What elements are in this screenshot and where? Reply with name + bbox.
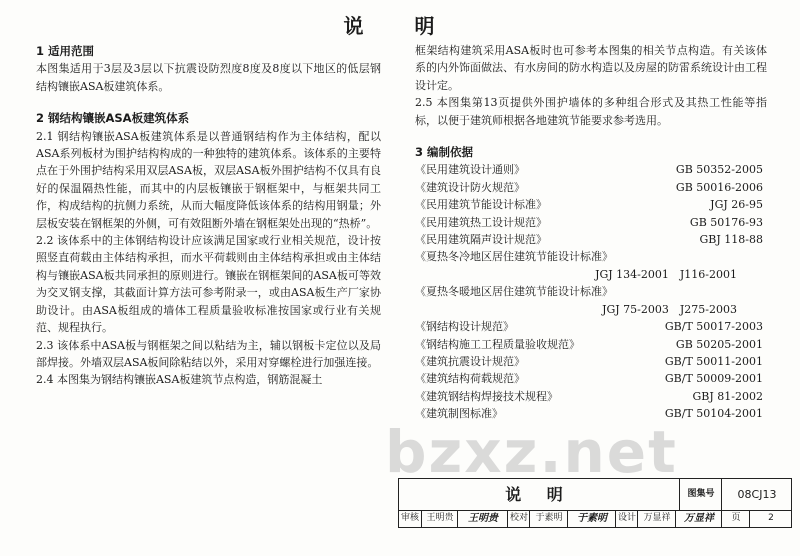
reference-code: JGJ 75-2003 J275-2003 [602, 302, 737, 316]
reference-item [415, 179, 767, 196]
reference-item [415, 248, 767, 283]
reference-code: GB/T 50017-2003 [664, 320, 763, 334]
watermark: bzxz.net [385, 418, 678, 486]
atlas-number: 08CJ13 [721, 479, 792, 510]
reference-name: 《建筑结构荷载规范》 [415, 372, 525, 386]
section-2-5: 2.5 本图集第13页提供外围护墙体的多种组合形式及其热工性能等指标，以便于建筑师根据各地建筑节能要求参考选用。 [415, 96, 767, 127]
checker-name: 于素明 [529, 510, 568, 527]
reference-item [415, 370, 767, 387]
section-2-2: 2.2 该体系中的主体钢结构设计应该满足国家或行业相关规范，设计按照竖直荷载由主体结构承担，而水平荷载则由主体结构承担或由主体结构与镶嵌ASA板共同承担的原则进行。镶嵌在钢框架间的ASA板可等效为交叉钢支撑，其截面计算方法可参考附录一，或由ASA板生产厂家协助设计。由ASA板组成的墙体工程质量验收标准按国家或行业有关规范、规程执行。 [36, 234, 381, 335]
reference-item [415, 336, 767, 353]
reference-code: GBJ 81-2002 [692, 389, 763, 403]
reference-name: 《夏热冬暖地区居住建筑节能设计标准》 [415, 285, 613, 299]
reference-code: GB/T 50009-2001 [664, 372, 763, 386]
title-block [398, 478, 792, 528]
reference-name: 《夏热冬冷地区居住建筑节能设计标准》 [415, 250, 613, 264]
reviewer-signature: 王明贵 [457, 510, 508, 527]
left-column [36, 42, 381, 389]
reference-list [415, 161, 767, 422]
reviewer-name: 王明贵 [421, 510, 458, 527]
reference-name: 《民用建筑节能设计标准》 [415, 198, 547, 212]
title-block-title: 说 明 [505, 485, 573, 504]
reference-name: 《建筑制图标准》 [415, 407, 503, 421]
reference-name: 《建筑抗震设计规范》 [415, 354, 525, 368]
right-column [415, 42, 767, 423]
reference-name: 《民用建筑热工设计规范》 [415, 215, 547, 229]
reference-code: GB/T 50104-2001 [664, 407, 763, 421]
reference-code: GB 50176-93 [689, 215, 763, 229]
reference-item [415, 161, 767, 178]
reference-name: 《钢结构施工工程质量验收规范》 [415, 337, 580, 351]
reference-name: 《建筑设计防火规范》 [415, 180, 525, 194]
reference-code: JGJ 134-2001 J116-2001 [595, 267, 737, 281]
title-block-top-row [399, 479, 791, 511]
reference-item [415, 353, 767, 370]
reference-code: GBJ 118-88 [699, 233, 763, 247]
section-2-heading: 2 钢结构镶嵌ASA板建筑体系 [36, 111, 190, 126]
section-3-heading: 3 编制依据 [415, 145, 474, 160]
reference-item [415, 214, 767, 231]
page-number: 2 [749, 510, 792, 527]
section-2-3: 2.3 该体系中ASA板与钢框架之间以粘结为主，辅以钢板卡定位以及局部焊接。外墙双层ASA板间除粘结以外，采用对穿螺栓进行加强连接。 [36, 338, 381, 369]
reference-code: GB 50205-2001 [675, 337, 763, 351]
reference-name: 《建筑钢结构焊接技术规程》 [415, 389, 558, 403]
section-2-4: 2.4 本图集为钢结构镶嵌ASA板建筑节点构造，钢筋混凝土 [36, 373, 323, 387]
checker-signature: 于素明 [567, 510, 616, 527]
reference-code: GB/T 50011-2001 [664, 354, 763, 368]
reference-item [415, 283, 767, 318]
review-label: 审核 [400, 513, 419, 523]
design-label: 设计 [615, 510, 638, 527]
reference-item [415, 318, 767, 335]
section-2-4-continued: 框架结构建筑采用ASA板时也可参考本图集的相关节点构造。有关该体系的内外饰面做法、有水房间的防水构造以及房屋的防雷系统设计由工程设计定。 [415, 44, 767, 92]
designer-name: 万显祥 [637, 510, 676, 527]
section-1-heading: 1 适用范围 [36, 44, 95, 58]
reference-code: GB 50352-2005 [675, 163, 763, 177]
reference-name: 《钢结构设计规范》 [415, 320, 514, 334]
atlas-number-label: 图集号 [679, 479, 722, 510]
reference-item [415, 231, 767, 248]
designer-signature: 万显祥 [675, 510, 722, 527]
section-1-text: 本图集适用于3层及3层以下抗震设防烈度8度及8度以下地区的低层钢结构镶嵌ASA板建筑体系。 [36, 62, 381, 93]
title-block-bottom-row [399, 510, 791, 527]
reference-item [415, 388, 767, 405]
check-label: 校对 [507, 510, 530, 527]
reference-name: 《民用建筑设计通则》 [415, 163, 525, 177]
page-label: 页 [721, 510, 750, 527]
reference-item [415, 196, 767, 213]
page-title: 说 明 [343, 14, 457, 38]
reference-code: JGJ 26-95 [710, 198, 763, 212]
reference-code: GB 50016-2006 [675, 180, 763, 194]
section-2-1: 2.1 钢结构镶嵌ASA板建筑体系是以普通钢结构作为主体结构，配以ASA系列板材为围护结构构成的一种独特的建筑体系。该体系的主要特点在于外围护结构采用双层ASA板，双层ASA板外围护结构不仅具有良好的保温隔热性能，而其中的内层板镶嵌于钢框架中，与框架共同工作，构成结构的抗侧力系统，从而大幅度降低该体系的结构用钢量；外层板安装在钢框架的外侧，可有效阻断外墙在钢框架处出现的“热桥”。 [36, 129, 381, 230]
reference-name: 《民用建筑隔声设计规范》 [415, 233, 547, 247]
